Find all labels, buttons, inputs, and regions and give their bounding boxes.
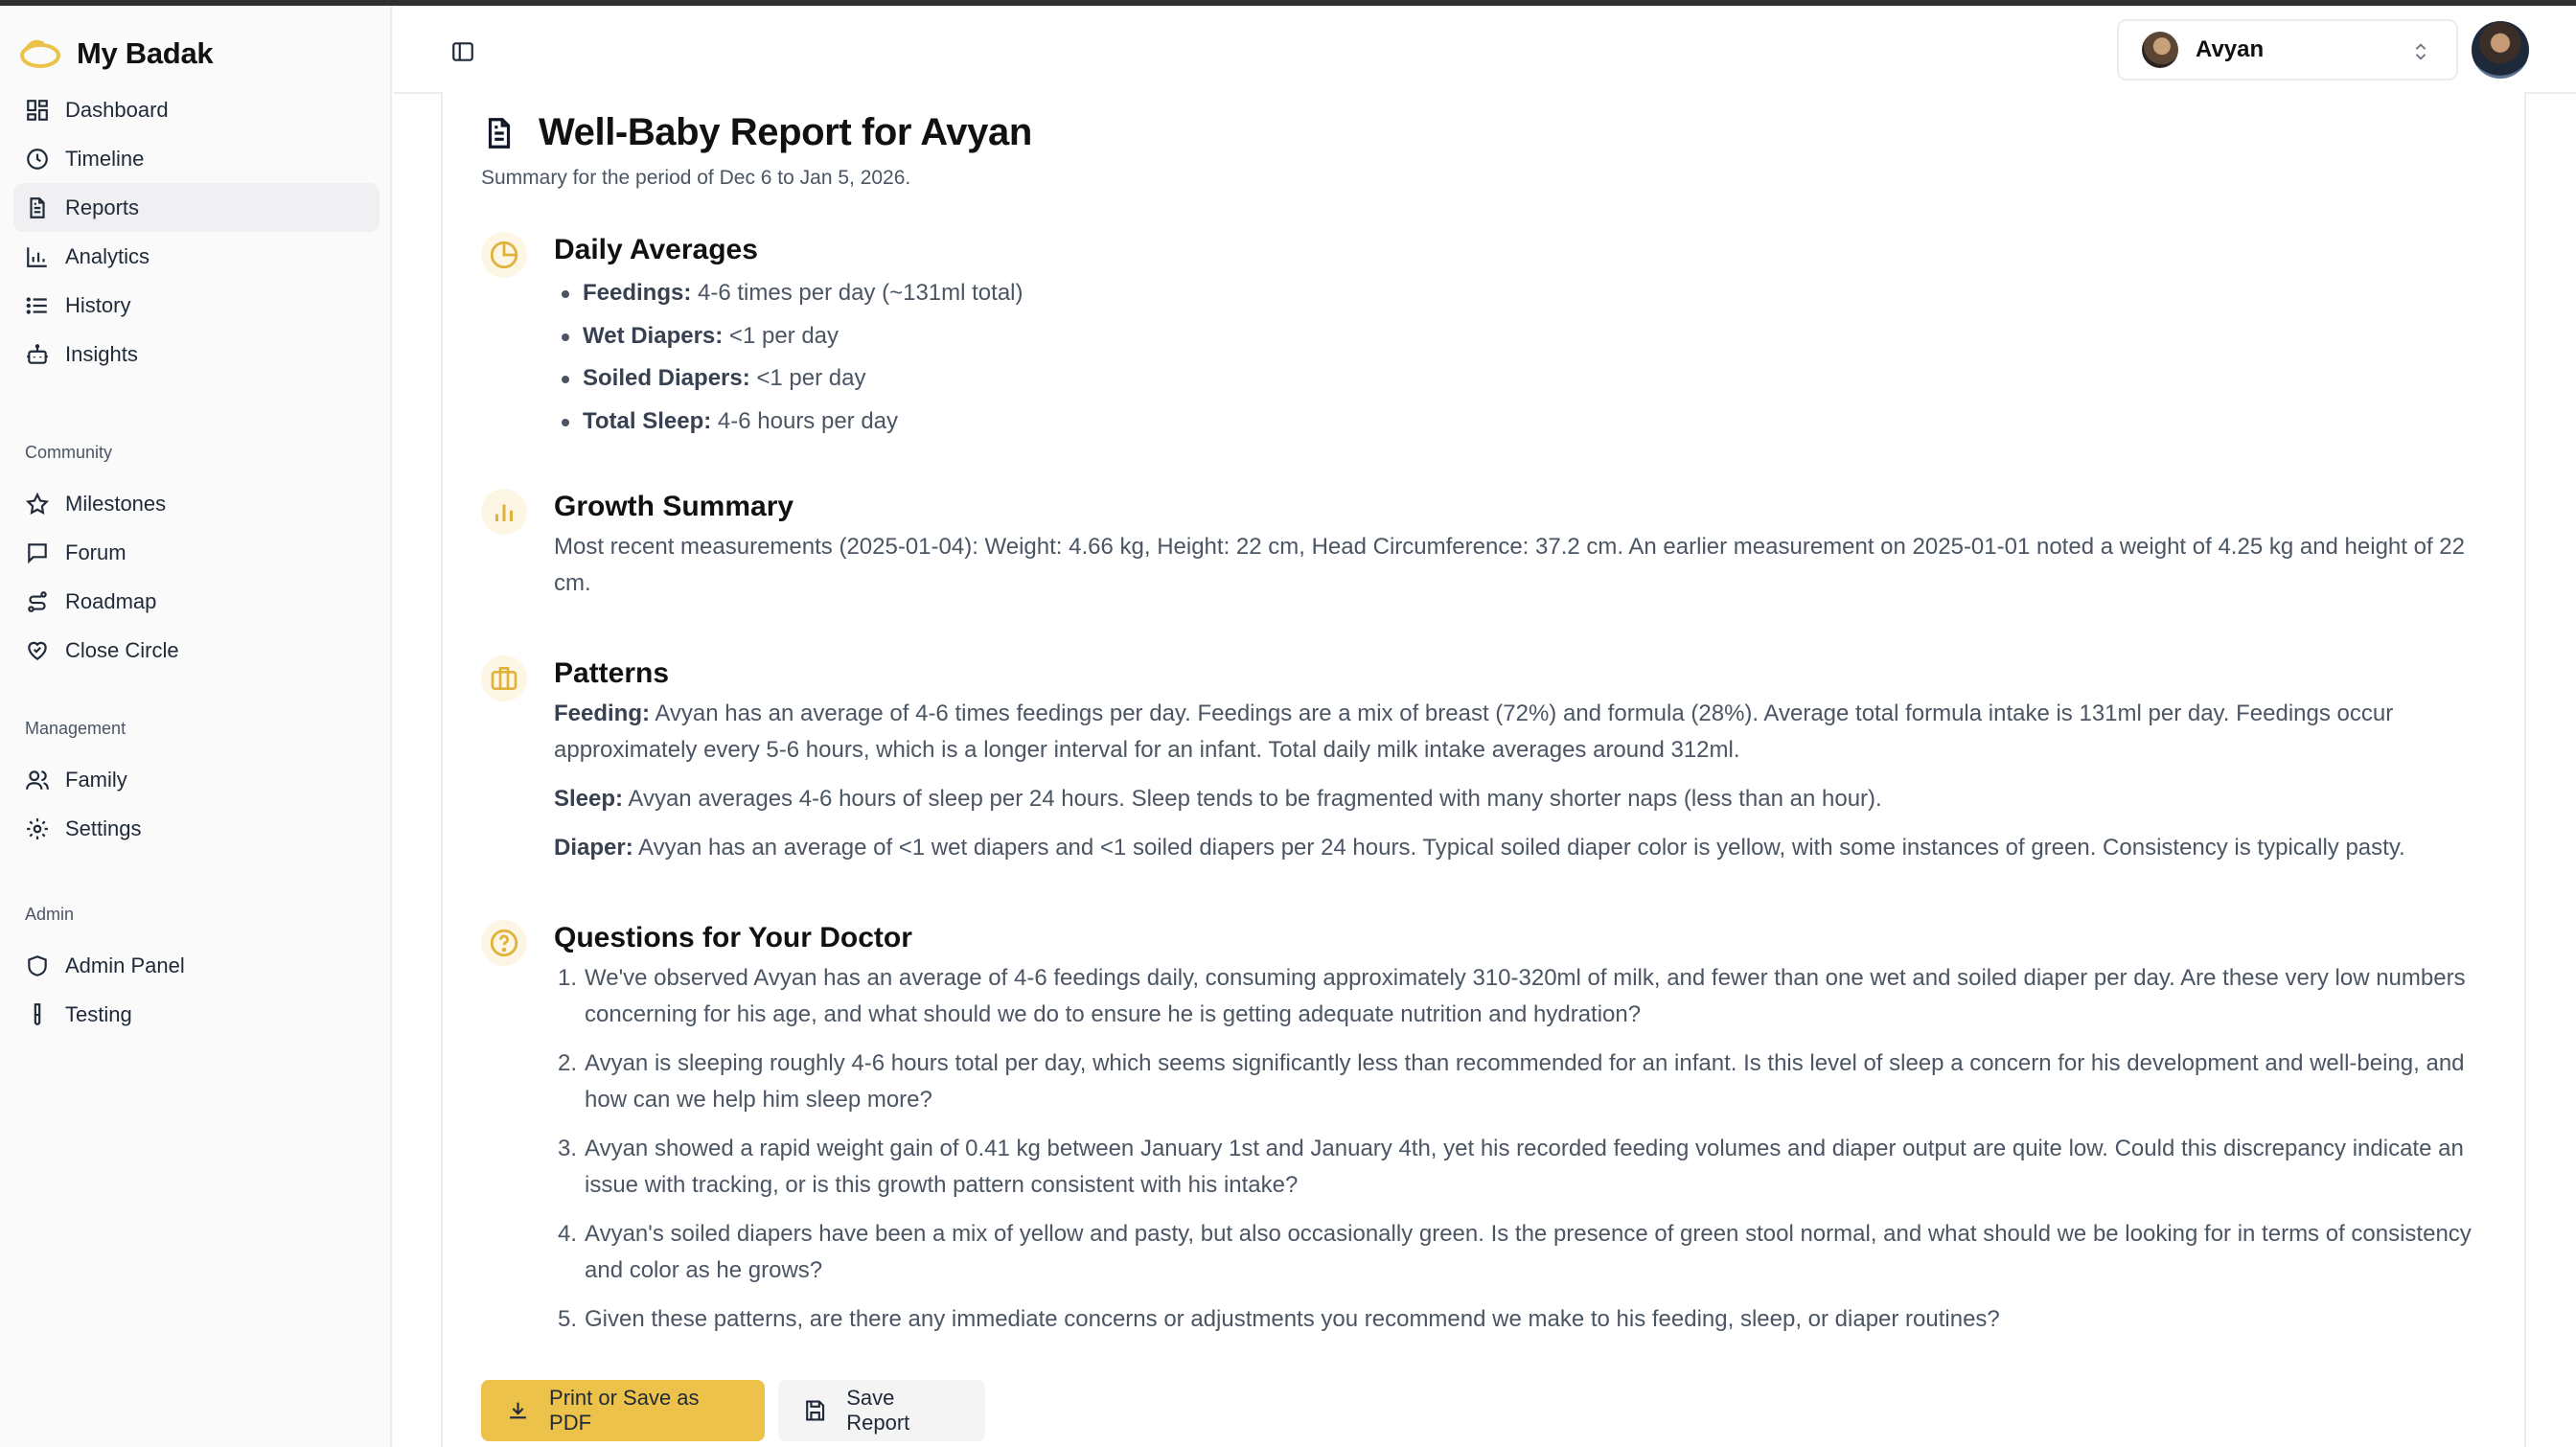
sidebar-item-label: Dashboard bbox=[65, 97, 169, 122]
question-number: 3. bbox=[557, 1136, 577, 1161]
child-avatar bbox=[2142, 32, 2178, 68]
shield-icon bbox=[25, 953, 50, 978]
item-label: Total Sleep: bbox=[583, 407, 712, 434]
section-icon bbox=[481, 655, 527, 701]
sidebar-item-label: Roadmap bbox=[65, 588, 157, 613]
child-selector[interactable] bbox=[2117, 19, 2458, 80]
bar-chart-icon bbox=[25, 244, 50, 269]
sidebar-item-label: Forum bbox=[65, 540, 126, 564]
pattern-value: Avyan averages 4-6 hours of sleep per 24 hours. Sleep tends to be fragmented with many shorter naps (less than an hour). bbox=[623, 786, 1882, 812]
item-label: Feedings: bbox=[583, 280, 692, 306]
list-item bbox=[554, 1045, 2490, 1118]
questions-list bbox=[554, 960, 2490, 1338]
download-icon bbox=[506, 1398, 530, 1423]
item-value: <1 per day bbox=[723, 322, 840, 349]
sidebar-item-timeline[interactable] bbox=[13, 134, 380, 183]
section-icon bbox=[481, 920, 527, 966]
badak-logo-icon bbox=[19, 37, 61, 70]
users-icon bbox=[25, 768, 50, 792]
list-item bbox=[583, 272, 2490, 315]
top-header bbox=[394, 6, 2576, 94]
panel-left-icon bbox=[450, 39, 475, 64]
sidebar-item-settings[interactable] bbox=[13, 804, 380, 853]
item-label: Wet Diapers: bbox=[583, 322, 724, 349]
sidebar-item-family[interactable] bbox=[13, 755, 380, 804]
document-icon bbox=[25, 195, 50, 220]
sidebar-item-label: Testing bbox=[65, 1001, 132, 1026]
sidebar-toggle-button[interactable] bbox=[446, 34, 480, 69]
item-label: Soiled Diapers: bbox=[583, 365, 750, 391]
question-number: 5. bbox=[557, 1306, 577, 1332]
brand[interactable] bbox=[19, 31, 213, 77]
sidebar-item-label: History bbox=[65, 292, 131, 317]
list-item bbox=[554, 960, 2490, 1033]
sidebar-item-analytics[interactable] bbox=[13, 232, 380, 281]
sidebar-item-label: Settings bbox=[65, 815, 142, 840]
growth-summary-text: Most recent measurements (2025-01-04): Weight: 4.66 kg, Height: 22 cm, Head Circumference: 37.2 cm. An earlier measurement on 2025-01-01 noted a weight of 4.25 kg and height of 22 cm. bbox=[554, 534, 2465, 596]
section-heading: Growth Summary bbox=[554, 491, 794, 522]
question-number: 2. bbox=[557, 1050, 577, 1076]
list-icon bbox=[25, 293, 50, 318]
item-value: 4-6 hours per day bbox=[711, 407, 899, 434]
section-label-community: Community bbox=[25, 443, 113, 462]
item-value: 4-6 times per day (~131ml total) bbox=[691, 280, 1024, 306]
pattern-label: Diaper: bbox=[554, 835, 633, 861]
save-icon bbox=[803, 1398, 827, 1423]
section-heading: Questions for Your Doctor bbox=[554, 922, 912, 953]
list-item bbox=[583, 315, 2490, 358]
question-circle-icon bbox=[488, 927, 520, 959]
pattern-feeding bbox=[554, 696, 2490, 769]
sidebar-item-label: Admin Panel bbox=[65, 953, 185, 977]
sidebar-item-admin-panel[interactable] bbox=[13, 941, 380, 990]
save-report-button[interactable] bbox=[778, 1380, 985, 1441]
route-icon bbox=[25, 589, 50, 614]
section-body bbox=[554, 489, 2490, 602]
child-name: Avyan bbox=[2196, 36, 2265, 62]
community-nav bbox=[13, 479, 380, 675]
heart-handshake-icon bbox=[25, 638, 50, 663]
sidebar-item-label: Close Circle bbox=[65, 637, 179, 662]
section-heading: Patterns bbox=[554, 657, 670, 689]
list-item bbox=[554, 1216, 2490, 1289]
question-text: Avyan is sleeping roughly 4-6 hours total per day, which seems significantly less than recommended for an infant. Is this level of sleep a concern for his development and well-being, and how can we help him sleep more? bbox=[585, 1050, 2465, 1113]
report-title: Well-Baby Report for Avyan bbox=[539, 111, 1032, 153]
list-item bbox=[554, 1301, 2490, 1338]
admin-nav bbox=[13, 941, 380, 1039]
user-avatar[interactable] bbox=[2472, 21, 2529, 79]
document-icon bbox=[481, 113, 518, 153]
pattern-value: Avyan has an average of 4-6 times feedings per day. Feedings are a mix of breast (72%) and formula (28%). Average total formula intake is 131ml per day. Feedings occur approximately every 5-6 hours, which is a longer interval for an infant. Total daily milk intake averages around 312ml. bbox=[554, 701, 2394, 763]
question-text: We've observed Avyan has an average of 4-6 feedings daily, consuming approximately 310-320ml of milk, and fewer than one wet and soiled diaper per day. Are these very low numbers concerning for his age, and what should we do to ensure he is getting adequate nutrition and hydration? bbox=[585, 965, 2466, 1027]
sidebar-item-label: Milestones bbox=[65, 491, 167, 516]
sidebar-item-close-circle[interactable] bbox=[13, 626, 380, 675]
section-body bbox=[554, 232, 2490, 443]
section-label-admin: Admin bbox=[25, 905, 75, 924]
sidebar-item-insights[interactable] bbox=[13, 330, 380, 379]
section-icon bbox=[481, 489, 527, 535]
report-subtitle: Summary for the period of Dec 6 to Jan 5, 2026. bbox=[481, 167, 911, 189]
sidebar-item-label: Analytics bbox=[65, 243, 150, 268]
brand-name: My Badak bbox=[77, 36, 214, 70]
section-icon bbox=[481, 232, 527, 278]
robot-icon bbox=[25, 342, 50, 367]
gear-icon bbox=[25, 816, 50, 841]
bar-chart-icon bbox=[490, 497, 518, 526]
pattern-diaper bbox=[554, 830, 2490, 866]
pattern-sleep bbox=[554, 781, 2490, 817]
sidebar-item-label: Timeline bbox=[65, 146, 145, 171]
report-card bbox=[441, 92, 2526, 1447]
question-number: 1. bbox=[557, 965, 577, 991]
sidebar-item-milestones[interactable] bbox=[13, 479, 380, 528]
sidebar-item-label: Reports bbox=[65, 195, 140, 219]
section-heading: Daily Averages bbox=[554, 234, 758, 265]
grid-icon bbox=[25, 98, 50, 123]
pattern-value: Avyan has an average of <1 wet diapers and <1 soiled diapers per 24 hours. Typical soiled diaper color is yellow, with some instances of green. Consistency is typically pasty. bbox=[632, 835, 2405, 861]
star-icon bbox=[25, 492, 50, 517]
pattern-label: Feeding: bbox=[554, 701, 650, 726]
primary-nav bbox=[13, 85, 380, 379]
sidebar-item-history[interactable] bbox=[13, 281, 380, 330]
management-nav bbox=[13, 755, 380, 853]
chevron-up-down-icon bbox=[2410, 40, 2431, 63]
chat-icon bbox=[25, 540, 50, 565]
print-pdf-label: Print or Save as PDF bbox=[549, 1386, 700, 1435]
question-number: 4. bbox=[557, 1221, 577, 1247]
sidebar-item-label: Family bbox=[65, 767, 127, 792]
briefcase-icon bbox=[489, 663, 519, 694]
sidebar-item-roadmap[interactable] bbox=[13, 577, 380, 626]
print-pdf-button[interactable] bbox=[481, 1380, 765, 1441]
item-value: <1 per day bbox=[749, 365, 866, 391]
list-item bbox=[583, 357, 2490, 401]
section-body bbox=[554, 920, 2490, 1350]
save-report-label: Save Report bbox=[846, 1386, 910, 1435]
pie-chart-icon bbox=[488, 239, 520, 271]
pattern-label: Sleep: bbox=[554, 786, 624, 812]
section-body bbox=[554, 655, 2490, 879]
sidebar-item-reports[interactable] bbox=[13, 183, 380, 232]
sidebar-item-dashboard[interactable] bbox=[13, 85, 380, 134]
list-item bbox=[554, 1131, 2490, 1204]
section-label-management: Management bbox=[25, 719, 126, 738]
question-text: Avyan's soiled diapers have been a mix of yellow and pasty, but also occasionally green. Is the presence of green stool normal, and what should we be looking for in terms of consistency and color as he grows? bbox=[585, 1221, 2472, 1283]
sidebar-item-label: Insights bbox=[65, 341, 138, 366]
question-text: Given these patterns, are there any immediate concerns or adjustments you recommend we make to his feeding, sleep, or diaper routines? bbox=[585, 1306, 2000, 1332]
list-item bbox=[583, 401, 2490, 444]
test-tube-icon bbox=[25, 1002, 50, 1027]
daily-averages-list bbox=[554, 272, 2490, 443]
sidebar bbox=[0, 6, 392, 1447]
question-text: Avyan showed a rapid weight gain of 0.41 kg between January 1st and January 4th, yet his recorded feeding volumes and diaper output are quite low. Could this discrepancy indicate an issue with tracking, or is this growth pattern consistent with his intake? bbox=[585, 1136, 2464, 1198]
sidebar-item-testing[interactable] bbox=[13, 990, 380, 1039]
page-title bbox=[481, 111, 1032, 154]
clock-icon bbox=[25, 147, 50, 172]
sidebar-item-forum[interactable] bbox=[13, 528, 380, 577]
